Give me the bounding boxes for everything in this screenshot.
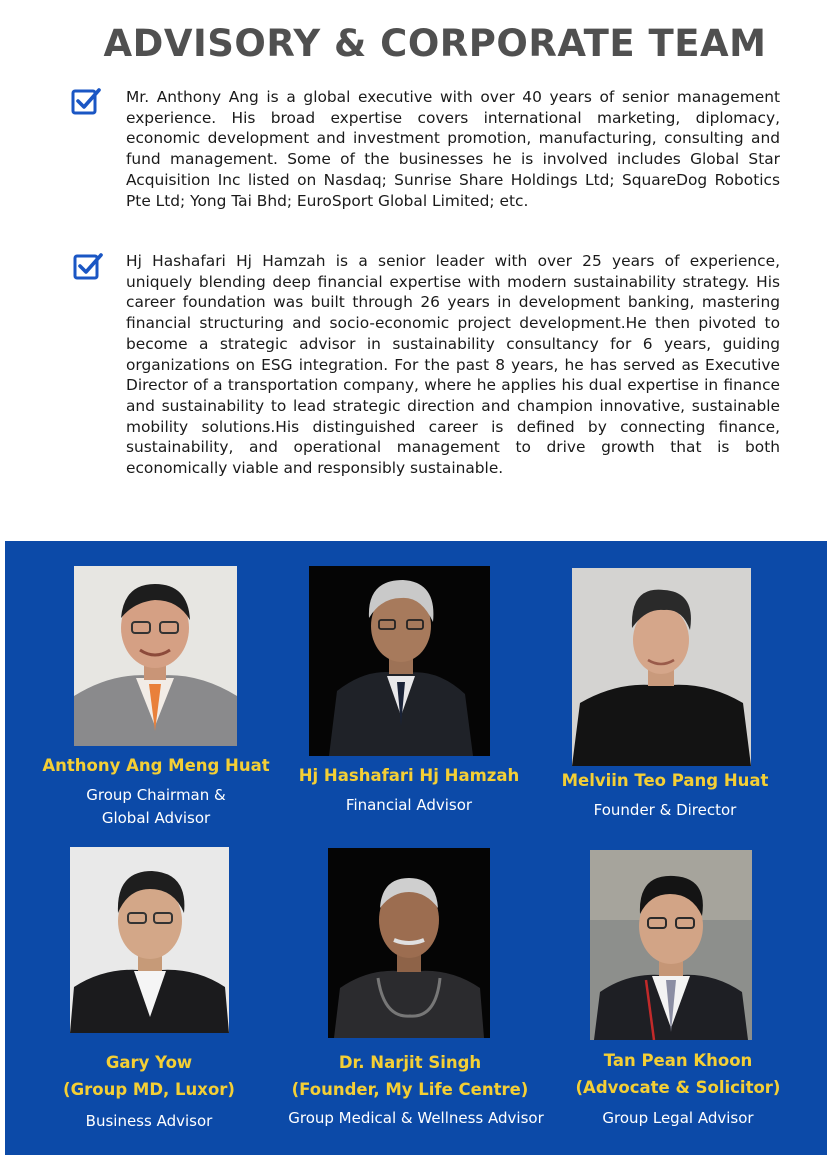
member-name: Tan Pean Khoon (Advocate & Solicitor) xyxy=(575,1051,781,1097)
checkbox-checked-icon xyxy=(70,85,102,117)
bio-hashafari-hamzah: Hj Hashafari Hj Hamzah is a senior leader with over 25 years of experience, uniquely blending deep financial expertise with modern sustainability strategy. His career foundation was built through 26 years in development banking, mastering financial structuring and socio-economic project development.He then pivoted to become a strategic advisor in sustainability consultancy for 6 years, guiding organizations on ESG integration. For the past 8 years, he has served as Executive Director of a transportation company, where he applies his dual expertise in finance and sustainability to lead strategic direction and champion innovative, sustainable mobility solutions.His distinguished career is defined by connecting finance, sustainability, and operational management to drive growth that is both economically viable and responsibly sustainable. xyxy=(126,252,780,478)
member-role: Business Advisor xyxy=(85,1112,213,1130)
member-role: Financial Advisor xyxy=(345,796,473,814)
member-role: Group Legal Advisor xyxy=(602,1109,754,1127)
portrait-narjit-singh xyxy=(328,848,490,1038)
member-name: Gary Yow (Group MD, Luxor) xyxy=(63,1053,235,1099)
portrait-anthony-ang xyxy=(74,566,237,746)
checkbox-checked-icon xyxy=(72,250,104,282)
member-role: Group Medical & Wellness Advisor xyxy=(288,1109,544,1127)
portrait-tan-pean-khoon xyxy=(590,850,752,1040)
page-title: ADVISORY & CORPORATE TEAM xyxy=(103,22,767,65)
member-role: Founder & Director xyxy=(593,801,737,819)
member-name: Melviin Teo Pang Huat xyxy=(561,771,769,790)
member-role: Group Chairman & Global Advisor xyxy=(86,786,226,827)
member-name: Anthony Ang Meng Huat xyxy=(42,756,270,775)
portrait-hashafari-hamzah xyxy=(309,566,490,756)
member-name: Hj Hashafari Hj Hamzah xyxy=(298,766,520,785)
member-name: Dr. Narjit Singh (Founder, My Life Centre) xyxy=(291,1053,529,1099)
portrait-gary-yow xyxy=(70,847,229,1033)
portrait-melviin-teo xyxy=(572,568,751,766)
bio-anthony-ang: Mr. Anthony Ang is a global executive with over 40 years of senior management experience. His broad expertise covers international marketing, diplomacy, economic development and investment promotion, manufacturing, consulting and fund management. Some of the businesses he is involved includes Global Star Acquisition Inc listed on Nasdaq; Sunrise Share Holdings Ltd; SquareDog Robotics Pte Ltd; Yong Tai Bhd; EuroSport Global Limited; etc. xyxy=(126,88,780,210)
